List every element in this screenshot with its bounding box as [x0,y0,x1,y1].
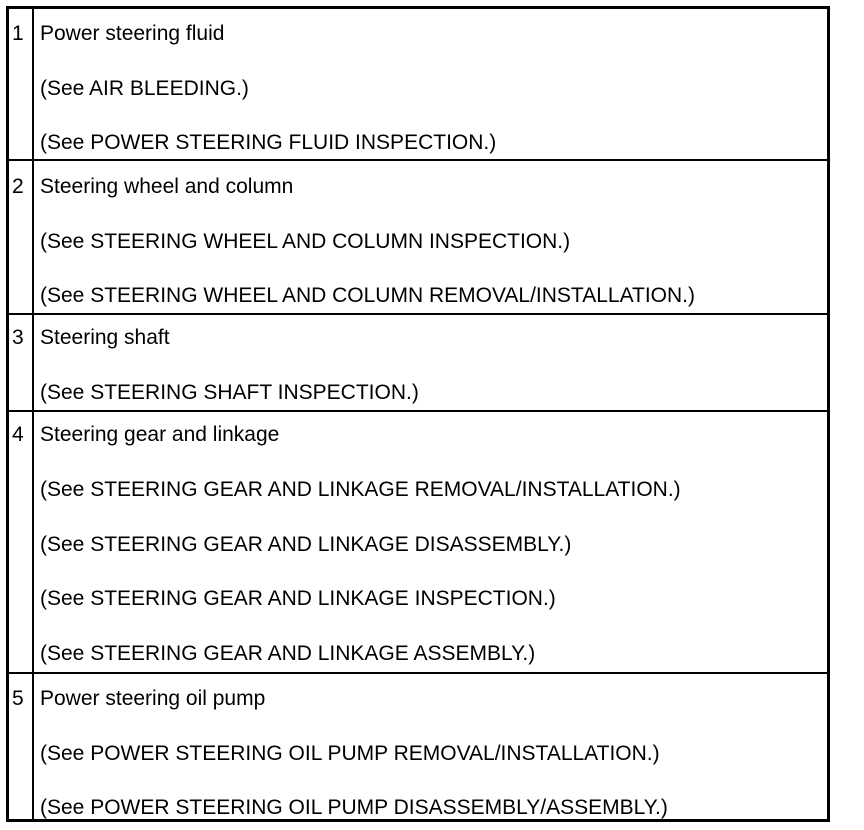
reference-link[interactable]: (See STEERING GEAR AND LINKAGE DISASSEMBLY.) [40,533,572,556]
row-number: 2 [12,175,24,198]
reference-link[interactable]: (See STEERING GEAR AND LINKAGE ASSEMBLY.) [40,642,536,665]
row-number: 3 [12,326,24,349]
reference-link[interactable]: (See STEERING WHEEL AND COLUMN INSPECTION.) [40,230,571,253]
service-table [6,6,830,822]
reference-link[interactable]: (See POWER STEERING OIL PUMP REMOVAL/INSTALLATION.) [40,742,660,765]
reference-link[interactable]: (See AIR BLEEDING.) [40,77,249,100]
table-row [9,161,827,313]
reference-link[interactable]: (See POWER STEERING FLUID INSPECTION.) [40,131,497,154]
row-title: Power steering fluid [40,22,225,45]
row-number: 1 [12,22,24,45]
row-number: 4 [12,423,24,446]
reference-link[interactable]: (See STEERING GEAR AND LINKAGE REMOVAL/INSTALLATION.) [40,478,681,501]
table-row [9,9,827,160]
row-title: Steering gear and linkage [40,423,280,446]
row-number: 5 [12,687,24,710]
row-title: Steering shaft [40,326,170,349]
table-row [9,412,827,672]
table-row [9,315,827,411]
row-title: Steering wheel and column [40,175,294,198]
reference-link[interactable]: (See STEERING WHEEL AND COLUMN REMOVAL/INSTALLATION.) [40,284,696,307]
reference-link[interactable]: (See POWER STEERING OIL PUMP DISASSEMBLY/ASSEMBLY.) [40,796,668,819]
row-title: Power steering oil pump [40,687,266,710]
reference-link[interactable]: (See STEERING SHAFT INSPECTION.) [40,381,419,404]
table-row [9,674,827,819]
reference-link[interactable]: (See STEERING GEAR AND LINKAGE INSPECTION.) [40,587,556,610]
